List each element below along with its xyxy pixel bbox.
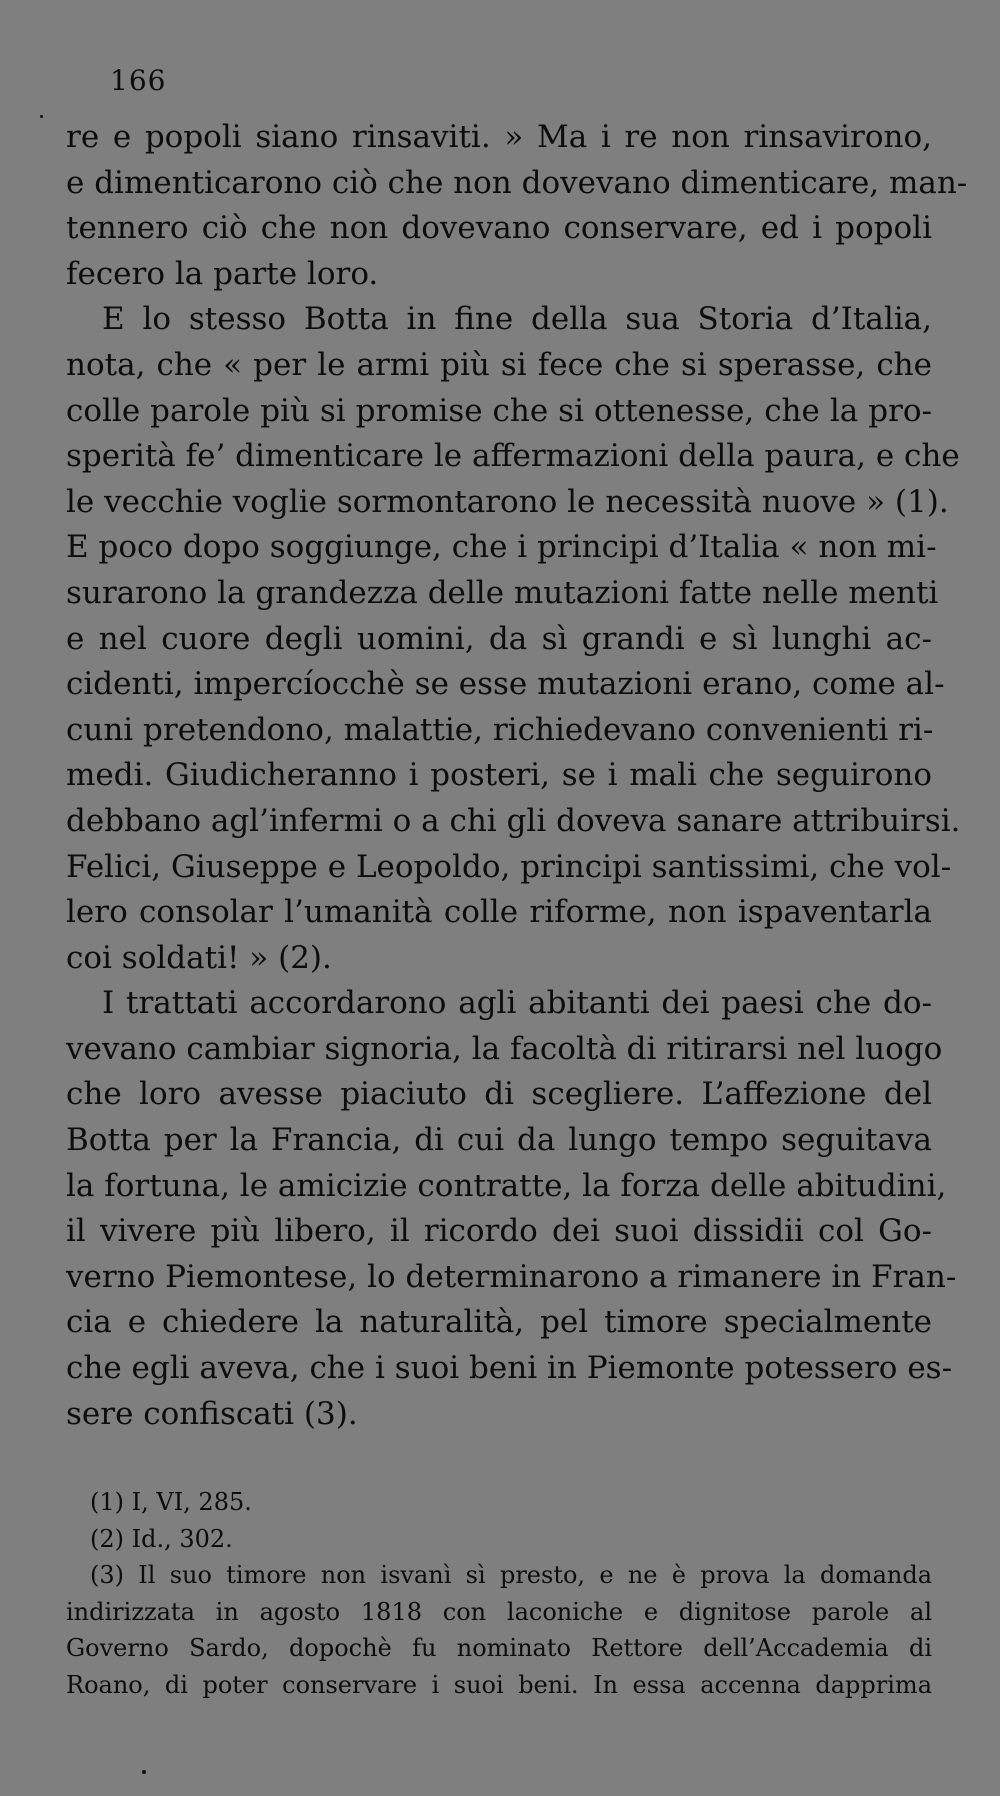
body-line: E lo stesso Botta in fine della sua Storia d’Italia, (102, 301, 932, 338)
body-line: Botta per la Francia, di cui da lungo tempo seguitava (66, 1122, 932, 1159)
body-line: sperità fe’ dimenticare le affermazioni della paura, e che (66, 438, 960, 475)
footnote-line: Governo Sardo, dopochè fu nominato Rettore dell’Accademia di (66, 1634, 932, 1662)
body-line: verno Piemontese, lo determinarono a rimanere in Fran- (66, 1258, 957, 1295)
body-line: sere confiscati (3). (66, 1395, 358, 1432)
scan-speck (40, 115, 43, 118)
body-line: coi soldati! » (2). (66, 939, 332, 976)
body-line: fecero la parte loro. (66, 255, 379, 292)
scan-speck (142, 1770, 146, 1774)
footnote-line: indirizzata in agosto 1818 con laconiche e dignitose parole al (66, 1597, 932, 1626)
body-line: cuni pretendono, malattie, richiedevano convenienti ri- (66, 711, 934, 748)
body-line: le vecchie voglie sormontarono le necessità nuove » (1). (66, 483, 949, 520)
body-line: debbano agl’infermi o a chi gli doveva sanare attribuirsi. (66, 802, 961, 839)
footnote-line: Roano, di poter conservare i suoi beni. In essa accenna dapprima (66, 1670, 932, 1699)
body-line: cia e chiedere la naturalità, pel timore specialmente (66, 1304, 932, 1341)
body-line: colle parole più si promise che si ottenesse, che la pro- (66, 392, 932, 429)
footnote-line: (2) Id., 302. (90, 1524, 233, 1553)
body-line: e nel cuore degli uomini, da sì grandi e sì lunghi ac- (66, 620, 932, 657)
body-line: che loro avesse piaciuto di scegliere. L’affezione del (66, 1076, 932, 1113)
body-line: cidenti, impercíocchè se esse mutazioni erano, come al- (66, 666, 945, 703)
footnote-line: (3) Il suo timore non isvanì sì presto, e ne è prova la domanda (90, 1561, 932, 1589)
body-line: lero consolar l’umanità colle riforme, non ispaventarla (66, 894, 932, 931)
body-line: tennero ciò che non dovevano conservare, ed i popoli (66, 210, 932, 247)
body-line: e dimenticarono ciò che non dovevano dimenticare, man- (66, 164, 968, 201)
body-line: Felici, Giuseppe e Leopoldo, principi santissimi, che vol- (66, 848, 952, 885)
body-line: che egli aveva, che i suoi beni in Piemonte potessero es- (66, 1350, 953, 1387)
body-line: E poco dopo soggiunge, che i principi d’Italia « non mi- (66, 529, 937, 566)
page-number: 166 (110, 64, 167, 97)
body-line: I trattati accordarono agli abitanti dei paesi che do- (102, 985, 932, 1022)
footnotes (66, 1484, 932, 1703)
body-line: la fortuna, le amicizie contratte, la forza delle abitudini, (66, 1167, 947, 1204)
footnote-line: (1) I, VI, 285. (90, 1488, 252, 1516)
body-line: medi. Giudicheranno i posteri, se i mali che seguirono (66, 757, 932, 794)
body-line: nota, che « per le armi più si fece che si sperasse, che (66, 346, 932, 383)
body-line: il vivere più libero, il ricordo dei suoi dissidii col Go- (66, 1213, 932, 1250)
body-line: re e popoli siano rinsaviti. » Ma i re non rinsavirono, (66, 119, 932, 155)
body-line: surarono la grandezza delle mutazioni fatte nelle menti (66, 574, 939, 611)
body-line: vevano cambiar signoria, la facoltà di ritirarsi nel luogo (66, 1030, 943, 1067)
body-text (66, 115, 968, 1437)
